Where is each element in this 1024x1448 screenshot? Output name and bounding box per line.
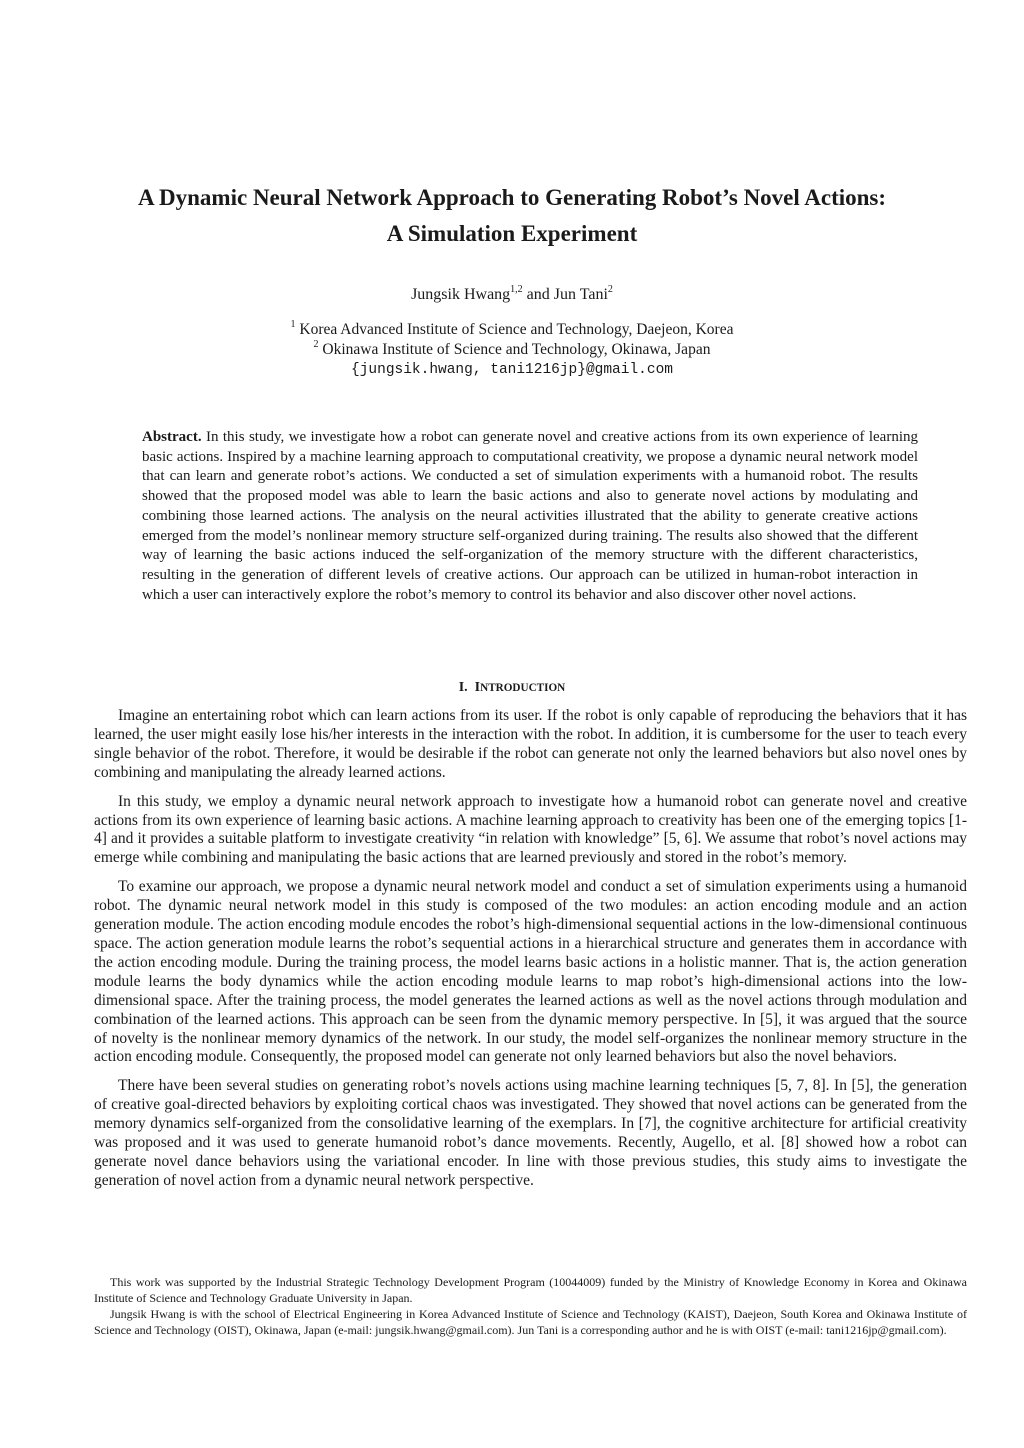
author-emails: {jungsik.hwang, tani1216jp}@gmail.com — [351, 362, 673, 378]
affiliation-1-text: Korea Advanced Institute of Science and Technology, Daejeon, Korea — [295, 321, 734, 338]
author-2-affil-marker: 2 — [607, 283, 613, 295]
affiliation-1-marker: 1 — [290, 318, 296, 330]
author-2-name: Jun Tani — [553, 286, 608, 303]
affiliation-2 — [60, 340, 964, 360]
abstract-label: Abstract. — [142, 429, 202, 445]
footnote-author-info: Jungsik Hwang is with the school of Electrical Engineering in Korea Advanced Institute of Science and Technology (KAIST), Daejeon, South Korea and Okinawa Institute of Science and Technology (OIST), Okinawa, Japan (e-mail: jungsik.hwang@gmail.com). Jun Tani is a corresponding author and he is with OIST (e-mail: tani1216jp@gmail.com). — [94, 1307, 967, 1337]
paragraph: There have been several studies on generating robot’s novels actions using machine learning techniques [5, 7, 8]. In [5], the generation of creative goal-directed behaviors by exploiting cortical chaos was investigated. They showed that novel actions can be generated from the memory dynamics self-organized from the consolidative learning of the exemplars. In [7], the cognitive architecture for artificial creativity was proposed and it was used to generate humanoid robot’s dance movements. Recently, Augello, et al. [8] showed how a robot can generate novel dance behaviors using the variational encoder. In line with those previous studies, this study aims to investigate the generation of novel action from a dynamic neural network perspective. — [94, 1077, 967, 1189]
affiliations — [60, 320, 964, 380]
affiliation-2-text: Okinawa Institute of Science and Technology, Okinawa, Japan — [318, 341, 711, 358]
footnote-funding: This work was supported by the Industrial Strategic Technology Development Program (10044009) funded by the Ministry of Knowledge Economy in Korea and Okinawa Institute of Science and Technology Graduate University in Japan. — [94, 1275, 967, 1305]
section-number: I. — [458, 680, 468, 695]
abstract-text: In this study, we investigate how a robot can generate novel and creative actions from its own experience of learning basic actions. Inspired by a machine learning approach to computational creativity, we propose a dynamic neural network model that can learn and generate robot’s actions. We conducted a set of simulation experiments with a humanoid robot. The results showed that the proposed model was able to learn the basic actions and also to generate novel actions by modulating and combining those learned actions. The analysis on the neural activities illustrated that the ability to generate creative actions emerged from the model’s nonlinear memory structure self-organized during training. The results also showed that the different way of learning the basic actions induced the self-organization of the memory structure with the different characteristics, resulting in the generation of different levels of creative actions. Our approach can be utilized in human-robot interaction in which a user can interactively explore the robot’s memory to control its behavior and also discover other novel actions. — [142, 429, 918, 603]
paper-title — [60, 180, 964, 252]
paragraph: To examine our approach, we propose a dynamic neural network model and conduct a set of simulation experiments using a humanoid robot. The dynamic neural network model in this study is composed of the two modules: an action encoding module and an action generation module. The action encoding module encodes the robot’s high-dimensional sequential actions in the low-dimensional continuous space. The action generation module learns the robot’s sequential actions in a hierarchical structure and generates them in accordance with the action encoding module. During the training process, the model learns basic actions in a holistic manner. That is, the action generation module learns the body dynamics while the action encoding module learns to map robot’s high-dimensional actions into the low-dimensional space. After the training process, the model generates the learned actions as well as the novel actions through modulation and combination of the learned actions. This approach can be seen from the dynamic memory perspective. In [5], it was argued that the source of novelty is the nonlinear memory dynamics of the network. In our study, the model self-organizes the nonlinear memory structure in the action encoding module. Consequently, the proposed model can generate not only learned behaviors but also the novel behaviors. — [94, 878, 967, 1066]
affiliation-2-marker: 2 — [313, 338, 319, 350]
abstract — [142, 428, 918, 605]
title-line-2: A Simulation Experiment — [386, 221, 638, 246]
author-connector: and — [522, 286, 554, 303]
footnotes — [94, 1274, 967, 1338]
paragraph: Imagine an entertaining robot which can learn actions from its user. If the robot is only capable of reproducing the behaviors that it has learned, the user might easily lose his/her interests in the interaction with the robot. In addition, it is cumbersome for the user to teach every single behavior of the robot. Therefore, it would be desirable if the robot can generate not only the learned behaviors but also novel ones by combining and manipulating the already learned actions. — [94, 707, 967, 781]
affiliation-1 — [60, 320, 964, 340]
paragraph: In this study, we employ a dynamic neural network approach to investigate how a humanoid robot can generate novel and creative actions from its own experience of learning basic actions. A machine learning approach to creativity has been one of the emerging topics [1-4] and it provides a suitable platform to investigate creativity “in relation with knowledge” [5, 6]. We assume that robot’s novel actions may emerge while combining and manipulating the basic actions that are learned previously and stored in the robot’s memory. — [94, 792, 967, 867]
introduction-body — [94, 707, 967, 1201]
section-heading-introduction — [60, 678, 964, 698]
author-1-affil-marker: 1,2 — [510, 283, 523, 295]
section-title-initial: I — [474, 680, 481, 695]
section-title-rest: NTRODUCTION — [480, 682, 566, 694]
author-list — [60, 284, 964, 306]
title-line-1: A Dynamic Neural Network Approach to Generating Robot’s Novel Actions: — [137, 185, 887, 210]
author-1-name: Jungsik Hwang — [411, 286, 511, 303]
